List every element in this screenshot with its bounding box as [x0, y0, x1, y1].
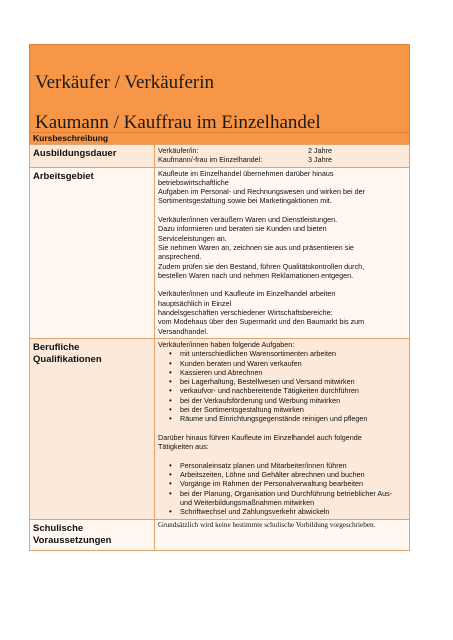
duration-value: 2 Jahre	[308, 146, 332, 155]
area-line: Versandhandel.	[158, 326, 208, 336]
list-item: • verkaufvor- und nachbereitende Tätigkeiten durchführen	[158, 386, 406, 395]
list-item: • Räume und Einrichtungsgegenstände reinigen und pflegen	[158, 414, 406, 423]
area-line: hauptsächlich in Einzel	[158, 298, 232, 308]
row-qualifications	[30, 338, 410, 519]
school-label	[30, 519, 155, 550]
area-line: Zudem prüfen sie den Bestand, führen Qualitätskontrollen durch,	[158, 261, 365, 271]
area-line: Dazu informieren und beraten sie Kunden und bieten	[158, 224, 327, 234]
row-duration	[30, 145, 410, 168]
duration-row	[158, 155, 406, 164]
qualifications-content	[155, 338, 410, 519]
area-line: handelsgeschäften verschiedener Wirtschaftsbereiche:	[158, 308, 333, 318]
header-banner	[29, 44, 410, 133]
list-item: • bei der Verkaufsförderung und Werbung mitwirken	[158, 396, 406, 405]
list-item: • Vorgänge im Rahmen der Personalverwaltung bearbeiten	[158, 479, 406, 488]
qualifications-intro-2: Darüber hinaus führen Kaufleute im Einzelhandel auch folgende	[158, 432, 362, 442]
row-school	[30, 519, 410, 550]
area-label: Arbeitsgebiet	[30, 167, 155, 338]
course-table	[29, 144, 410, 551]
qualifications-label-line: Berufliche	[33, 341, 80, 353]
section-label: Kursbeschreibung	[29, 133, 410, 144]
page-title: Verkäufer / Verkäuferin	[35, 72, 215, 93]
list-item: • Kassieren und Abrechnen	[158, 368, 406, 377]
list-item: • Kunden beraten und Waren verkaufen	[158, 359, 406, 368]
area-line: Sortimentsgestaltung sowie bei Marketingaktionen mit.	[158, 196, 332, 206]
area-content	[155, 167, 410, 338]
duration-content	[155, 145, 410, 168]
list-item: • bei der Planung, Organisation und Durchführung betrieblicher Aus- und Weiterbildungsmaßnahmen mitwirken	[158, 489, 406, 508]
area-line: betriebswirtschaftliche	[158, 177, 229, 187]
list-item: • mit unterschiedlichen Warensortimenten arbeiten	[158, 349, 406, 358]
area-line: Verkäufer/innen und Kaufleute im Einzelhandel arbeiten	[158, 289, 336, 299]
duration-name: Kaufmann/-frau im Einzelhandel:	[158, 155, 263, 165]
duration-row	[158, 146, 406, 155]
area-line: Sie nehmen Waren an, zeichnen sie aus und präsentieren sie	[158, 242, 354, 252]
task-list-2	[158, 461, 406, 517]
row-area	[30, 167, 410, 338]
qualifications-label	[30, 338, 155, 519]
course-sheet	[29, 44, 410, 551]
list-item: • Personaleinsatz planen und Mitarbeiter/innen führen	[158, 461, 406, 470]
page-subtitle: Kaumann / Kauffrau im Einzelhandel	[35, 112, 321, 133]
duration-value: 3 Jahre	[308, 155, 332, 165]
list-item: • Arbeitszeiten, Löhne und Gehälter abrechnen und buchen	[158, 470, 406, 479]
area-line: Aufgaben im Personal- und Rechnungswesen und wirken bei der	[158, 187, 365, 197]
qualifications-intro-2: Tätigkeiten aus:	[158, 442, 209, 452]
area-line: Serviceleistungen an.	[158, 233, 227, 243]
qualifications-intro: Verkäufer/innen haben folgende Aufgaben:	[158, 339, 295, 349]
area-line: Verkäufer/innen veräußern Waren und Dienstleistungen.	[158, 215, 338, 225]
area-line: ansprechend.	[158, 252, 202, 262]
list-item: • bei der Sortimentsgestaltung mitwirken	[158, 405, 406, 414]
list-item: • Schriftwechsel und Zahlungsverkehr abwickeln	[158, 507, 406, 516]
school-text: Grundsätzlich wird keine bestimmte schulische Vorbildung vorgeschrieben.	[155, 519, 410, 550]
area-line: vom Modehaus über den Supermarkt und den Baumarkt bis zum	[158, 317, 365, 327]
task-list	[158, 349, 406, 423]
duration-label: Ausbildungsdauer	[30, 145, 155, 168]
area-line: bestellen Waren nach und nehmen Reklamationen entgegen.	[158, 270, 354, 280]
list-item: • bei Lagerhaltung, Bestellwesen und Versand mitwirken	[158, 377, 406, 386]
area-line: Kaufleute im Einzelhandel übernehmen darüber hinaus	[158, 168, 334, 178]
qualifications-label-line: Qualifikationen	[33, 353, 102, 365]
school-label-line: Schulische	[33, 522, 84, 534]
school-label-line: Voraussetzungen	[33, 534, 112, 546]
duration-name: Verkäufer/in:	[158, 146, 199, 155]
